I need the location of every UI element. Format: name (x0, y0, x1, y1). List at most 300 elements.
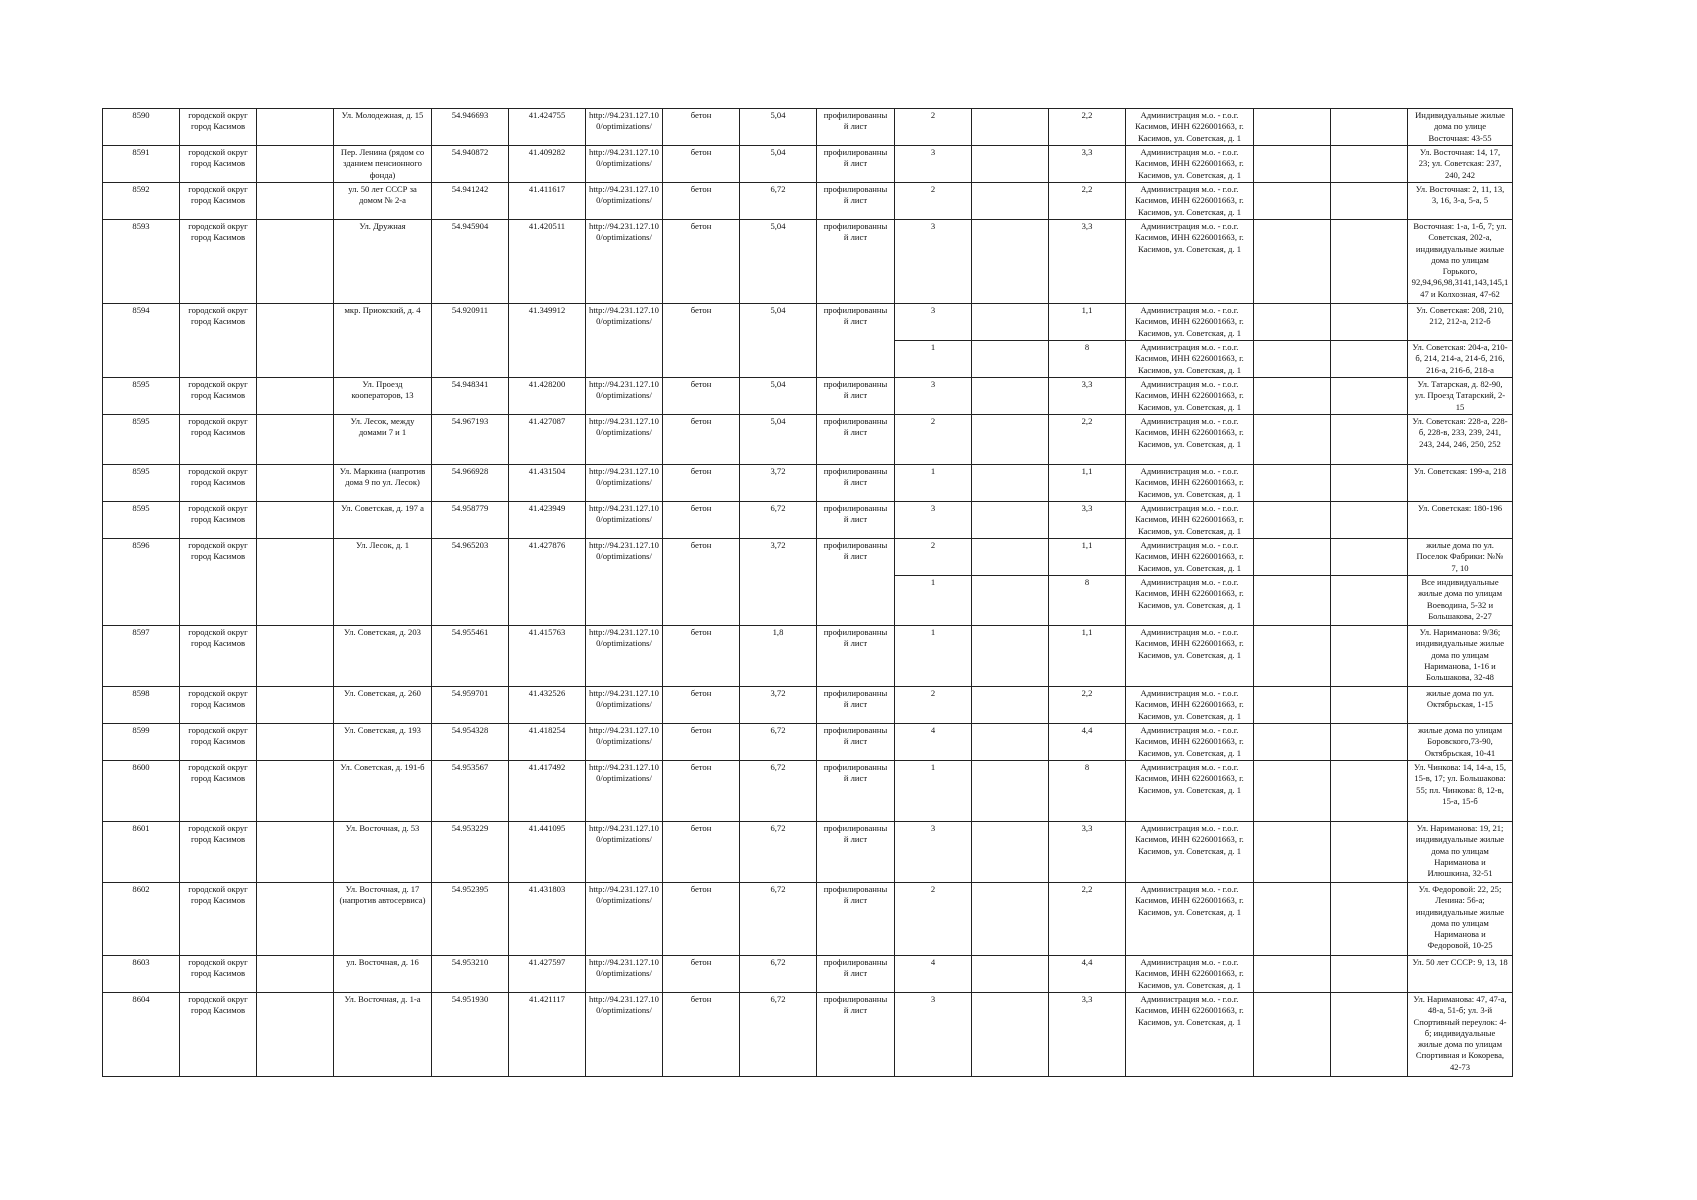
waste-sources-cell: жилые дома по ул. Октябрьская, 1-15 (1408, 687, 1513, 724)
container-count-cell: 4 (895, 724, 972, 761)
empty-cell (972, 576, 1049, 626)
url-cell: http://94.231.127.10 0/optimizations/ (586, 146, 663, 183)
waste-sources-cell: жилые дома по ул. Поселок Фабрики: №№ 7, 10 (1408, 539, 1513, 576)
longitude-cell: 41.427087 (509, 415, 586, 465)
empty-cell (257, 687, 334, 724)
owner-cell: Администрация м.о. - г.о.г. Касимов, ИНН 6226001663, г. Касимов, ул. Советская, д. 1 (1126, 883, 1254, 956)
container-count-cell: 2 (895, 415, 972, 465)
empty-cell (257, 415, 334, 465)
municipality-cell: городской округ город Касимов (180, 626, 257, 687)
url-cell: http://94.231.127.10 0/optimizations/ (586, 415, 663, 465)
container-count-cell: 3 (895, 220, 972, 304)
empty-cell (1254, 341, 1331, 378)
empty-cell (257, 993, 334, 1077)
container-volume-cell: 1,1 (1049, 539, 1126, 576)
owner-cell: Администрация м.о. - г.о.г. Касимов, ИНН 6226001663, г. Касимов, ул. Советская, д. 1 (1126, 304, 1254, 341)
area-cell: 5,04 (740, 378, 817, 415)
empty-cell (972, 146, 1049, 183)
material-cell: бетон (663, 956, 740, 993)
address-cell: Ул. Советская, д. 260 (334, 687, 432, 724)
container-volume-cell: 1,1 (1049, 626, 1126, 687)
fence-cell: профилированны й лист (817, 822, 895, 883)
empty-cell (1254, 822, 1331, 883)
longitude-cell: 41.431803 (509, 883, 586, 956)
table-row (103, 993, 1513, 1077)
owner-cell: Администрация м.о. - г.о.г. Касимов, ИНН 6226001663, г. Касимов, ул. Советская, д. 1 (1126, 378, 1254, 415)
site-id-cell: 8600 (103, 761, 180, 822)
empty-cell (972, 626, 1049, 687)
empty-cell (1254, 956, 1331, 993)
empty-cell (972, 183, 1049, 220)
empty-cell (1254, 183, 1331, 220)
empty-cell (972, 502, 1049, 539)
url-cell: http://94.231.127.10 0/optimizations/ (586, 993, 663, 1077)
empty-cell (1331, 822, 1408, 883)
waste-sources-cell: Ул. Федоровой: 22, 25; Ленина: 56-а; индивидуальные жилые дома по улицам Нариманова и Федоровой, 10-25 (1408, 883, 1513, 956)
site-id-cell: 8593 (103, 220, 180, 304)
empty-cell (257, 183, 334, 220)
material-cell: бетон (663, 146, 740, 183)
address-cell: Ул. Лесок, д. 1 (334, 539, 432, 626)
area-cell: 5,04 (740, 415, 817, 465)
empty-cell (257, 465, 334, 502)
municipality-cell: городской округ город Касимов (180, 465, 257, 502)
owner-cell: Администрация м.о. - г.о.г. Касимов, ИНН 6226001663, г. Касимов, ул. Советская, д. 1 (1126, 109, 1254, 146)
container-count-cell: 1 (895, 576, 972, 626)
site-id-cell: 8596 (103, 539, 180, 626)
empty-cell (1331, 626, 1408, 687)
latitude-cell: 54.941242 (432, 183, 509, 220)
fence-cell: профилированны й лист (817, 502, 895, 539)
empty-cell (972, 687, 1049, 724)
container-count-cell: 2 (895, 109, 972, 146)
material-cell: бетон (663, 220, 740, 304)
empty-cell (257, 724, 334, 761)
empty-cell (257, 146, 334, 183)
municipality-cell: городской округ город Касимов (180, 109, 257, 146)
owner-cell: Администрация м.о. - г.о.г. Касимов, ИНН 6226001663, г. Касимов, ул. Советская, д. 1 (1126, 761, 1254, 822)
municipality-cell: городской округ город Касимов (180, 993, 257, 1077)
container-count-cell: 2 (895, 687, 972, 724)
address-cell: мкр. Приокский, д. 4 (334, 304, 432, 378)
table-row (103, 539, 1513, 576)
table-row (103, 822, 1513, 883)
table-row (103, 883, 1513, 956)
empty-cell (257, 626, 334, 687)
container-count-cell: 1 (895, 465, 972, 502)
waste-sources-cell: Ул. Восточная: 14, 17, 23; ул. Советская: 237, 240, 242 (1408, 146, 1513, 183)
empty-cell (1254, 687, 1331, 724)
url-cell: http://94.231.127.10 0/optimizations/ (586, 465, 663, 502)
container-volume-cell: 8 (1049, 341, 1126, 378)
area-cell: 1,8 (740, 626, 817, 687)
empty-cell (257, 502, 334, 539)
latitude-cell: 54.958779 (432, 502, 509, 539)
fence-cell: профилированны й лист (817, 626, 895, 687)
empty-cell (1331, 502, 1408, 539)
empty-cell (1331, 378, 1408, 415)
longitude-cell: 41.418254 (509, 724, 586, 761)
longitude-cell: 41.441095 (509, 822, 586, 883)
table-row (103, 304, 1513, 341)
empty-cell (1254, 993, 1331, 1077)
empty-cell (1254, 883, 1331, 956)
municipality-cell: городской округ город Касимов (180, 220, 257, 304)
owner-cell: Администрация м.о. - г.о.г. Касимов, ИНН 6226001663, г. Касимов, ул. Советская, д. 1 (1126, 626, 1254, 687)
empty-cell (1254, 146, 1331, 183)
url-cell: http://94.231.127.10 0/optimizations/ (586, 304, 663, 378)
municipality-cell: городской округ город Касимов (180, 502, 257, 539)
site-id-cell: 8594 (103, 304, 180, 378)
url-cell: http://94.231.127.10 0/optimizations/ (586, 883, 663, 956)
owner-cell: Администрация м.о. - г.о.г. Касимов, ИНН 6226001663, г. Касимов, ул. Советская, д. 1 (1126, 539, 1254, 576)
longitude-cell: 41.427876 (509, 539, 586, 626)
empty-cell (1331, 883, 1408, 956)
empty-cell (972, 109, 1049, 146)
url-cell: http://94.231.127.10 0/optimizations/ (586, 687, 663, 724)
empty-cell (1331, 539, 1408, 576)
material-cell: бетон (663, 761, 740, 822)
fence-cell: профилированны й лист (817, 761, 895, 822)
empty-cell (1331, 576, 1408, 626)
owner-cell: Администрация м.о. - г.о.г. Касимов, ИНН 6226001663, г. Касимов, ул. Советская, д. 1 (1126, 220, 1254, 304)
empty-cell (972, 724, 1049, 761)
empty-cell (257, 883, 334, 956)
owner-cell: Администрация м.о. - г.о.г. Касимов, ИНН 6226001663, г. Касимов, ул. Советская, д. 1 (1126, 956, 1254, 993)
address-cell: ул. Восточная, д. 16 (334, 956, 432, 993)
longitude-cell: 41.420511 (509, 220, 586, 304)
container-volume-cell: 3,3 (1049, 220, 1126, 304)
site-id-cell: 8604 (103, 993, 180, 1077)
container-count-cell: 4 (895, 956, 972, 993)
empty-cell (1254, 378, 1331, 415)
site-id-cell: 8598 (103, 687, 180, 724)
material-cell: бетон (663, 502, 740, 539)
area-cell: 6,72 (740, 761, 817, 822)
empty-cell (1331, 304, 1408, 341)
site-id-cell: 8595 (103, 465, 180, 502)
latitude-cell: 54.946693 (432, 109, 509, 146)
waste-sources-cell: Ул. Восточная: 2, 11, 13, 3, 16, 3-а, 5-а, 5 (1408, 183, 1513, 220)
table-row (103, 761, 1513, 822)
url-cell: http://94.231.127.10 0/optimizations/ (586, 183, 663, 220)
waste-sources-cell: Ул. Советская: 204-а, 210- б, 214, 214-а, 214-б, 216, 216-а, 216-б, 218-а (1408, 341, 1513, 378)
table-row (103, 956, 1513, 993)
waste-sources-cell: Восточная: 1-а, 1-б, 7; ул. Советская, 202-а, индивидуальные жилые дома по улицам Горького, 92,94,96,98,3141,143,145,1 47 и Колхозная, 47-62 (1408, 220, 1513, 304)
municipality-cell: городской округ город Касимов (180, 146, 257, 183)
empty-cell (257, 539, 334, 626)
address-cell: ул. 50 лет СССР за домом № 2-а (334, 183, 432, 220)
site-id-cell: 8591 (103, 146, 180, 183)
latitude-cell: 54.953567 (432, 761, 509, 822)
material-cell: бетон (663, 724, 740, 761)
address-cell: Ул. Восточная, д. 53 (334, 822, 432, 883)
longitude-cell: 41.415763 (509, 626, 586, 687)
container-count-cell: 3 (895, 378, 972, 415)
empty-cell (1331, 687, 1408, 724)
owner-cell: Администрация м.о. - г.о.г. Касимов, ИНН 6226001663, г. Касимов, ул. Советская, д. 1 (1126, 822, 1254, 883)
empty-cell (257, 956, 334, 993)
site-id-cell: 8590 (103, 109, 180, 146)
longitude-cell: 41.411617 (509, 183, 586, 220)
empty-cell (972, 378, 1049, 415)
latitude-cell: 54.948341 (432, 378, 509, 415)
material-cell: бетон (663, 415, 740, 465)
owner-cell: Администрация м.о. - г.о.г. Касимов, ИНН 6226001663, г. Касимов, ул. Советская, д. 1 (1126, 576, 1254, 626)
area-cell: 6,72 (740, 993, 817, 1077)
owner-cell: Администрация м.о. - г.о.г. Касимов, ИНН 6226001663, г. Касимов, ул. Советская, д. 1 (1126, 183, 1254, 220)
material-cell: бетон (663, 183, 740, 220)
empty-cell (1331, 341, 1408, 378)
container-volume-cell: 2,2 (1049, 183, 1126, 220)
url-cell: http://94.231.127.10 0/optimizations/ (586, 724, 663, 761)
waste-sources-cell: Ул. Чинкова: 14, 14-а, 15, 15-в, 17; ул. Большакова: 55; пл. Чинкова: 8, 12-в, 15-а, 15-б (1408, 761, 1513, 822)
table-row (103, 626, 1513, 687)
material-cell: бетон (663, 822, 740, 883)
municipality-cell: городской округ город Касимов (180, 822, 257, 883)
url-cell: http://94.231.127.10 0/optimizations/ (586, 109, 663, 146)
empty-cell (972, 539, 1049, 576)
municipality-cell: городской округ город Касимов (180, 883, 257, 956)
latitude-cell: 54.954328 (432, 724, 509, 761)
latitude-cell: 54.953210 (432, 956, 509, 993)
waste-sources-cell: Ул. Нариманова: 9/36; индивидуальные жилые дома по улицам Нариманова, 1-16 и Большакова, 32-48 (1408, 626, 1513, 687)
address-cell: Ул. Проезд кооператоров, 13 (334, 378, 432, 415)
container-volume-cell: 8 (1049, 576, 1126, 626)
longitude-cell: 41.431504 (509, 465, 586, 502)
empty-cell (257, 109, 334, 146)
fence-cell: профилированны й лист (817, 378, 895, 415)
longitude-cell: 41.427597 (509, 956, 586, 993)
fence-cell: профилированны й лист (817, 465, 895, 502)
container-volume-cell: 3,3 (1049, 378, 1126, 415)
latitude-cell: 54.920911 (432, 304, 509, 378)
site-id-cell: 8602 (103, 883, 180, 956)
fence-cell: профилированны й лист (817, 415, 895, 465)
fence-cell: профилированны й лист (817, 993, 895, 1077)
container-volume-cell: 3,3 (1049, 993, 1126, 1077)
container-count-cell: 1 (895, 761, 972, 822)
area-cell: 5,04 (740, 146, 817, 183)
container-count-cell: 3 (895, 304, 972, 341)
empty-cell (1331, 724, 1408, 761)
table-row (103, 687, 1513, 724)
area-cell: 6,72 (740, 183, 817, 220)
empty-cell (1254, 761, 1331, 822)
container-count-cell: 3 (895, 146, 972, 183)
empty-cell (257, 304, 334, 378)
site-id-cell: 8603 (103, 956, 180, 993)
container-volume-cell: 2,2 (1049, 883, 1126, 956)
municipality-cell: городской округ город Касимов (180, 304, 257, 378)
container-count-cell: 3 (895, 502, 972, 539)
url-cell: http://94.231.127.10 0/optimizations/ (586, 502, 663, 539)
latitude-cell: 54.940872 (432, 146, 509, 183)
fence-cell: профилированны й лист (817, 146, 895, 183)
registry-table (102, 108, 1513, 1077)
container-volume-cell: 1,1 (1049, 465, 1126, 502)
fence-cell: профилированны й лист (817, 539, 895, 626)
table-row (103, 146, 1513, 183)
address-cell: Ул. Советская, д. 197 а (334, 502, 432, 539)
site-id-cell: 8595 (103, 378, 180, 415)
url-cell: http://94.231.127.10 0/optimizations/ (586, 822, 663, 883)
area-cell: 6,72 (740, 502, 817, 539)
material-cell: бетон (663, 687, 740, 724)
empty-cell (972, 761, 1049, 822)
container-count-cell: 1 (895, 626, 972, 687)
area-cell: 6,72 (740, 822, 817, 883)
empty-cell (1254, 304, 1331, 341)
municipality-cell: городской округ город Касимов (180, 724, 257, 761)
container-count-cell: 2 (895, 539, 972, 576)
area-cell: 5,04 (740, 220, 817, 304)
url-cell: http://94.231.127.10 0/optimizations/ (586, 539, 663, 626)
municipality-cell: городской округ город Касимов (180, 183, 257, 220)
table-row (103, 109, 1513, 146)
fence-cell: профилированны й лист (817, 956, 895, 993)
address-cell: Ул. Дружная (334, 220, 432, 304)
municipality-cell: городской округ город Касимов (180, 415, 257, 465)
waste-sources-cell: Ул. Нариманова: 19, 21; индивидуальные жилые дома по улицам Нариманова и Илюшкина, 32-51 (1408, 822, 1513, 883)
container-count-cell: 3 (895, 822, 972, 883)
empty-cell (1331, 465, 1408, 502)
waste-sources-cell: жилые дома по улицам Боровского,73-90, Октябрьская, 10-41 (1408, 724, 1513, 761)
empty-cell (257, 378, 334, 415)
waste-sources-cell: Ул. Советская: 199-а, 218 (1408, 465, 1513, 502)
site-id-cell: 8595 (103, 502, 180, 539)
fence-cell: профилированны й лист (817, 183, 895, 220)
empty-cell (1331, 220, 1408, 304)
empty-cell (1254, 576, 1331, 626)
container-volume-cell: 4,4 (1049, 956, 1126, 993)
empty-cell (972, 993, 1049, 1077)
empty-cell (1254, 539, 1331, 576)
material-cell: бетон (663, 304, 740, 378)
latitude-cell: 54.953229 (432, 822, 509, 883)
material-cell: бетон (663, 883, 740, 956)
material-cell: бетон (663, 378, 740, 415)
empty-cell (1331, 109, 1408, 146)
area-cell: 5,04 (740, 109, 817, 146)
empty-cell (972, 465, 1049, 502)
waste-sources-cell: Индивидуальные жилые дома по улице Восточная: 43-55 (1408, 109, 1513, 146)
table-row (103, 183, 1513, 220)
address-cell: Ул. Восточная, д. 17 (напротив автосервиса) (334, 883, 432, 956)
table-row (103, 465, 1513, 502)
area-cell: 3,72 (740, 539, 817, 626)
latitude-cell: 54.952395 (432, 883, 509, 956)
address-cell: Ул. Молодежная, д. 15 (334, 109, 432, 146)
area-cell: 3,72 (740, 687, 817, 724)
material-cell: бетон (663, 465, 740, 502)
latitude-cell: 54.965203 (432, 539, 509, 626)
address-cell: Пер. Ленина (рядом со зданием пенсионного фонда) (334, 146, 432, 183)
empty-cell (1331, 146, 1408, 183)
empty-cell (1254, 415, 1331, 465)
container-volume-cell: 8 (1049, 761, 1126, 822)
longitude-cell: 41.349912 (509, 304, 586, 378)
latitude-cell: 54.966928 (432, 465, 509, 502)
waste-sources-cell: Все индивидуальные жилые дома по улицам Воеводина, 5-32 и Большакова, 2-27 (1408, 576, 1513, 626)
registry-body (103, 109, 1513, 1077)
table-row (103, 378, 1513, 415)
empty-cell (257, 220, 334, 304)
owner-cell: Администрация м.о. - г.о.г. Касимов, ИНН 6226001663, г. Касимов, ул. Советская, д. 1 (1126, 341, 1254, 378)
municipality-cell: городской округ город Касимов (180, 378, 257, 415)
empty-cell (1254, 465, 1331, 502)
waste-sources-cell: Ул. Советская: 208, 210, 212, 212-а, 212-б (1408, 304, 1513, 341)
container-volume-cell: 2,2 (1049, 109, 1126, 146)
material-cell: бетон (663, 109, 740, 146)
longitude-cell: 41.423949 (509, 502, 586, 539)
area-cell: 6,72 (740, 883, 817, 956)
empty-cell (972, 956, 1049, 993)
container-count-cell: 3 (895, 993, 972, 1077)
table-row (103, 502, 1513, 539)
material-cell: бетон (663, 993, 740, 1077)
longitude-cell: 41.417492 (509, 761, 586, 822)
latitude-cell: 54.945904 (432, 220, 509, 304)
longitude-cell: 41.421117 (509, 993, 586, 1077)
latitude-cell: 54.959701 (432, 687, 509, 724)
container-volume-cell: 4,4 (1049, 724, 1126, 761)
owner-cell: Администрация м.о. - г.о.г. Касимов, ИНН 6226001663, г. Касимов, ул. Советская, д. 1 (1126, 724, 1254, 761)
empty-cell (1331, 993, 1408, 1077)
latitude-cell: 54.955461 (432, 626, 509, 687)
empty-cell (1254, 724, 1331, 761)
url-cell: http://94.231.127.10 0/optimizations/ (586, 220, 663, 304)
longitude-cell: 41.432526 (509, 687, 586, 724)
container-volume-cell: 2,2 (1049, 687, 1126, 724)
waste-sources-cell: Ул. Советская: 180-196 (1408, 502, 1513, 539)
empty-cell (1331, 415, 1408, 465)
owner-cell: Администрация м.о. - г.о.г. Касимов, ИНН 6226001663, г. Касимов, ул. Советская, д. 1 (1126, 415, 1254, 465)
municipality-cell: городской округ город Касимов (180, 539, 257, 626)
fence-cell: профилированны й лист (817, 883, 895, 956)
empty-cell (972, 822, 1049, 883)
fence-cell: профилированны й лист (817, 109, 895, 146)
area-cell: 6,72 (740, 724, 817, 761)
container-volume-cell: 3,3 (1049, 146, 1126, 183)
fence-cell: профилированны й лист (817, 687, 895, 724)
table-row (103, 220, 1513, 304)
table-row (103, 415, 1513, 465)
empty-cell (1331, 183, 1408, 220)
empty-cell (1254, 220, 1331, 304)
site-id-cell: 8599 (103, 724, 180, 761)
municipality-cell: городской округ город Касимов (180, 687, 257, 724)
waste-sources-cell: Ул. Советская: 228-а, 228- б, 228-в, 233, 239, 241, 243, 244, 246, 250, 252 (1408, 415, 1513, 465)
owner-cell: Администрация м.о. - г.о.г. Касимов, ИНН 6226001663, г. Касимов, ул. Советская, д. 1 (1126, 502, 1254, 539)
container-volume-cell: 1,1 (1049, 304, 1126, 341)
empty-cell (257, 761, 334, 822)
longitude-cell: 41.409282 (509, 146, 586, 183)
empty-cell (1331, 956, 1408, 993)
empty-cell (972, 304, 1049, 341)
address-cell: Ул. Советская, д. 191-б (334, 761, 432, 822)
url-cell: http://94.231.127.10 0/optimizations/ (586, 761, 663, 822)
owner-cell: Администрация м.о. - г.о.г. Касимов, ИНН 6226001663, г. Касимов, ул. Советская, д. 1 (1126, 146, 1254, 183)
empty-cell (972, 415, 1049, 465)
address-cell: Ул. Советская, д. 193 (334, 724, 432, 761)
empty-cell (1331, 761, 1408, 822)
waste-sources-cell: Ул. 50 лет СССР: 9, 13, 18 (1408, 956, 1513, 993)
latitude-cell: 54.967193 (432, 415, 509, 465)
site-id-cell: 8595 (103, 415, 180, 465)
fence-cell: профилированны й лист (817, 724, 895, 761)
owner-cell: Администрация м.о. - г.о.г. Касимов, ИНН 6226001663, г. Касимов, ул. Советская, д. 1 (1126, 687, 1254, 724)
